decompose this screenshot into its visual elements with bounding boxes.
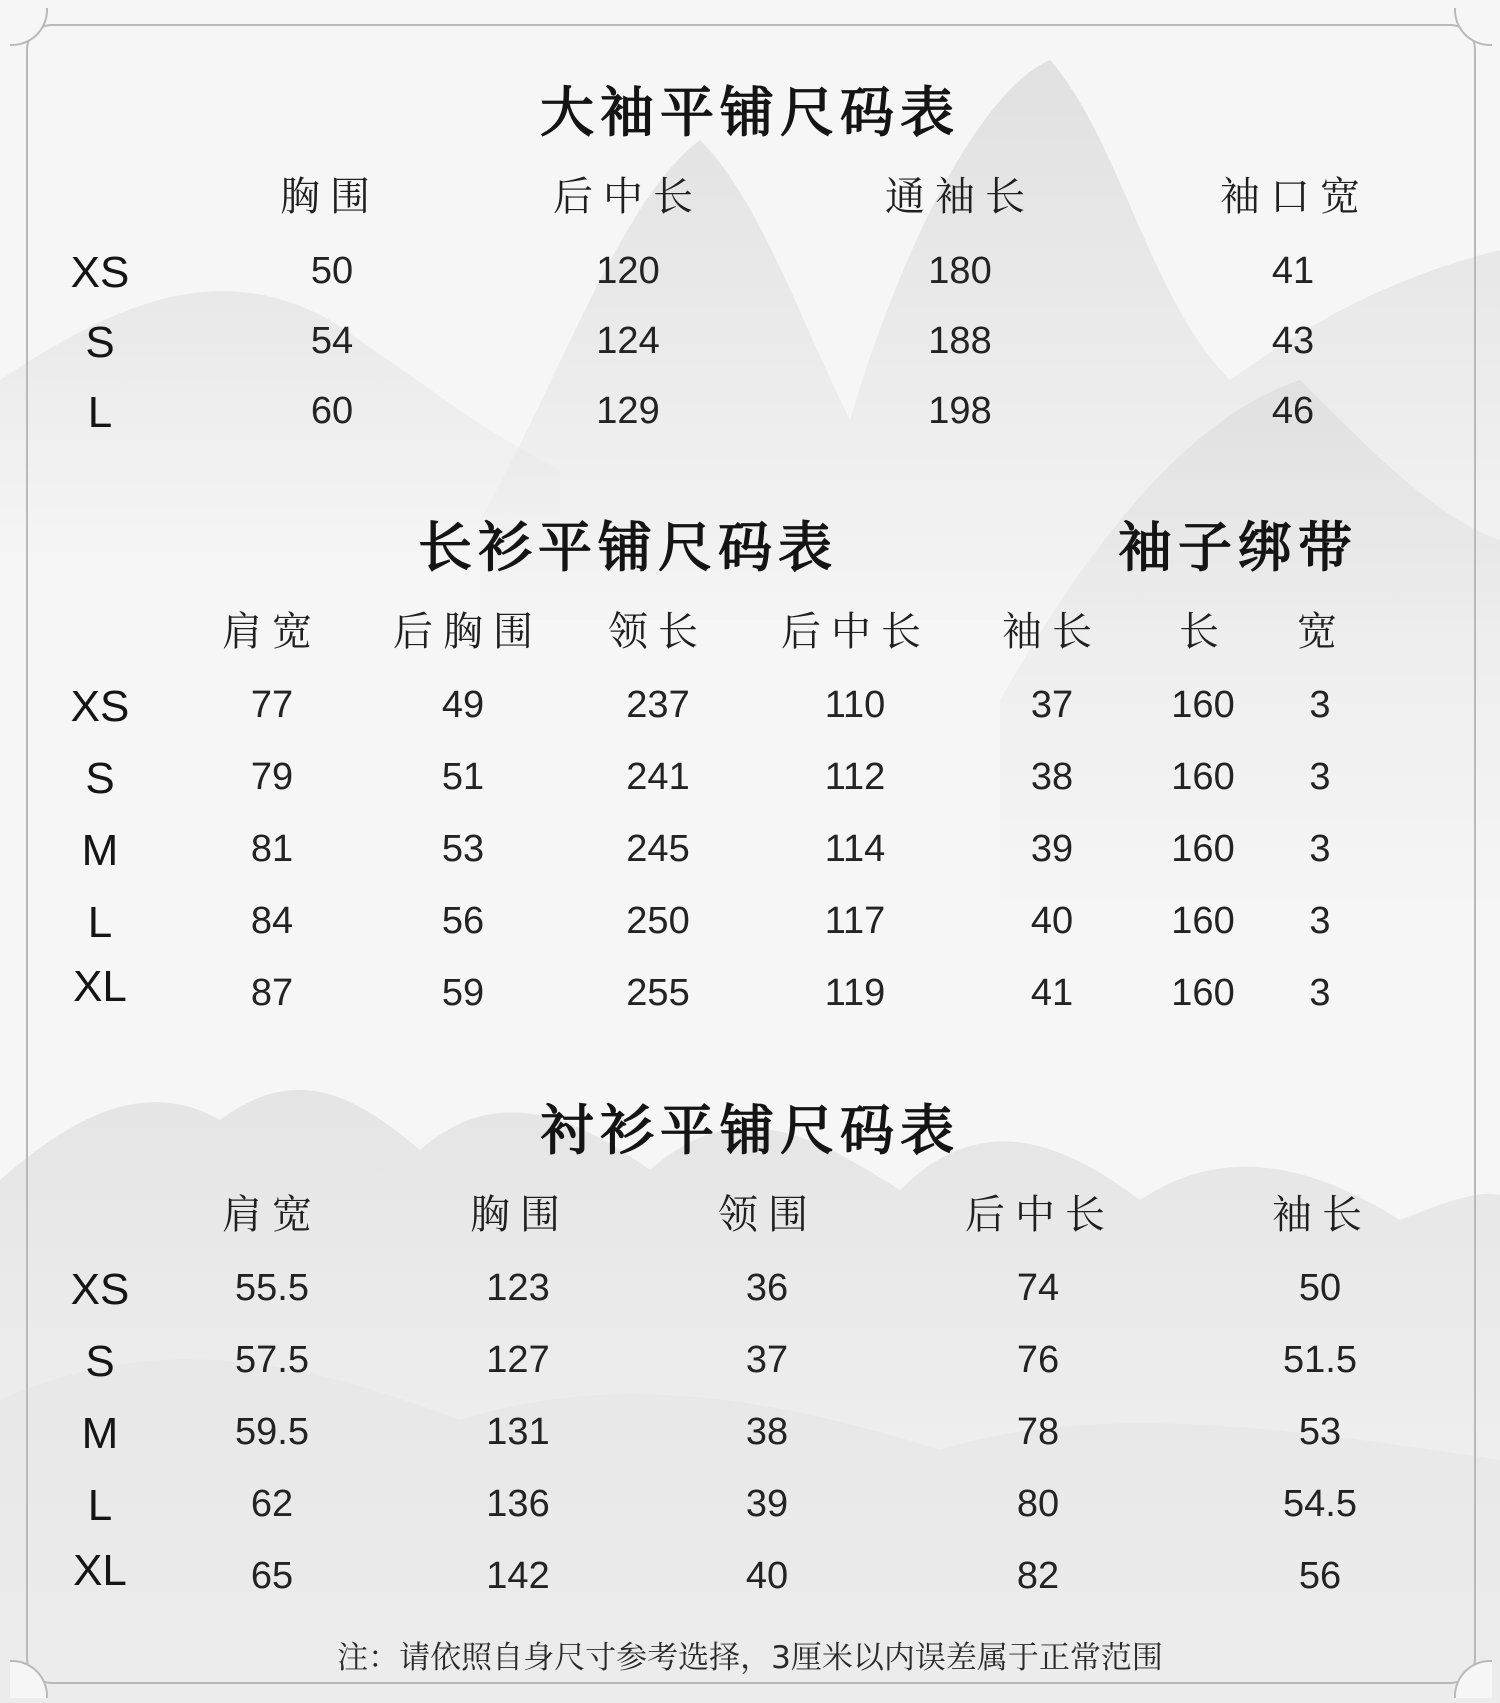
cell-value: 123	[486, 1267, 550, 1309]
cell-value: 36	[745, 1267, 789, 1309]
cell-value: 81	[250, 828, 294, 870]
cell-value: 50	[310, 250, 354, 292]
size-label: M	[81, 826, 119, 875]
cell-value: 3	[1309, 828, 1331, 870]
cell-value: 3	[1309, 900, 1331, 942]
size-label: XL	[73, 1546, 127, 1595]
cell-value: 241	[626, 756, 690, 798]
cell-value: 160	[1171, 828, 1235, 870]
table-title: 大袖平铺尺码表	[540, 80, 960, 144]
cell-value: 37	[1030, 684, 1074, 726]
cell-value: 124	[596, 320, 660, 362]
size-label: M	[81, 1409, 119, 1458]
cell-value: 40	[1030, 900, 1074, 942]
size-label: S	[85, 1337, 115, 1386]
cell-value: 237	[626, 684, 690, 726]
cell-value: 117	[824, 900, 886, 942]
cell-value: 74	[1016, 1267, 1060, 1309]
column-header: 长	[1179, 609, 1229, 655]
cell-value: 87	[250, 972, 294, 1014]
cell-value: 198	[928, 390, 992, 432]
cell-value: 3	[1309, 972, 1331, 1014]
cell-value: 39	[1030, 828, 1074, 870]
cell-value: 54	[310, 320, 354, 362]
footnote: 注：请依照自身尺寸参考选择，3厘米以内误差属于正常范围	[337, 1640, 1163, 1676]
cell-value: 41	[1030, 972, 1074, 1014]
size-label: XS	[70, 1265, 130, 1314]
cell-value: 60	[310, 390, 354, 432]
cell-value: 84	[250, 900, 294, 942]
column-header: 肩宽	[222, 609, 322, 655]
size-label: XS	[70, 682, 130, 731]
column-header: 通袖长	[885, 174, 1035, 220]
column-header: 领长	[608, 609, 708, 655]
cell-value: 180	[928, 250, 992, 292]
cell-value: 56	[441, 900, 485, 942]
cell-value: 43	[1271, 320, 1315, 362]
cell-value: 53	[441, 828, 485, 870]
cell-value: 112	[824, 756, 886, 798]
cell-value: 160	[1171, 972, 1235, 1014]
column-header: 后中长	[781, 609, 931, 655]
cell-value: 250	[626, 900, 690, 942]
cell-value: 160	[1171, 900, 1235, 942]
size-label: L	[87, 388, 113, 437]
cell-value: 40	[745, 1555, 789, 1597]
cell-value: 54.5	[1283, 1483, 1357, 1525]
cell-value: 82	[1016, 1555, 1060, 1597]
cell-value: 46	[1271, 390, 1315, 432]
cell-value: 142	[486, 1555, 550, 1597]
cell-value: 245	[626, 828, 690, 870]
cell-value: 255	[626, 972, 690, 1014]
size-label: S	[85, 318, 115, 367]
cell-value: 76	[1016, 1339, 1060, 1381]
size-label: XL	[73, 962, 127, 1011]
column-header: 胸围	[280, 174, 380, 220]
cell-value: 79	[250, 756, 294, 798]
cell-value: 59	[441, 972, 485, 1014]
cell-value: 127	[486, 1339, 550, 1381]
table-title: 长衫平铺尺码表	[418, 515, 838, 579]
column-header: 后胸围	[393, 609, 543, 655]
cell-value: 38	[1030, 756, 1074, 798]
cell-value: 3	[1309, 684, 1331, 726]
column-header: 袖长	[1272, 1192, 1372, 1238]
cell-value: 62	[250, 1483, 294, 1525]
size-label: S	[85, 754, 115, 803]
size-label: L	[87, 1481, 113, 1530]
cell-value: 65	[250, 1555, 294, 1597]
cell-value: 37	[745, 1339, 789, 1381]
cell-value: 39	[745, 1483, 789, 1525]
cell-value: 110	[824, 684, 886, 726]
cell-value: 56	[1298, 1555, 1342, 1597]
cell-value: 114	[824, 828, 886, 870]
cell-value: 131	[486, 1411, 550, 1453]
size-label: L	[87, 898, 113, 947]
cell-value: 160	[1171, 684, 1235, 726]
cell-value: 51.5	[1283, 1339, 1357, 1381]
column-header: 领围	[718, 1192, 818, 1238]
cell-value: 119	[824, 972, 886, 1014]
cell-value: 55.5	[235, 1267, 309, 1309]
cell-value: 59.5	[235, 1411, 309, 1453]
table-title: 衬衫平铺尺码表	[540, 1098, 960, 1162]
column-header: 后中长	[965, 1192, 1115, 1238]
cell-value: 129	[596, 390, 660, 432]
column-header: 袖口宽	[1220, 174, 1370, 220]
cell-value: 41	[1271, 250, 1315, 292]
cell-value: 50	[1298, 1267, 1342, 1309]
cell-value: 77	[250, 684, 294, 726]
table-side-title: 袖子绑带	[1118, 515, 1358, 579]
cell-value: 160	[1171, 756, 1235, 798]
cell-value: 80	[1016, 1483, 1060, 1525]
cell-value: 49	[441, 684, 485, 726]
cell-value: 136	[486, 1483, 550, 1525]
cell-value: 38	[745, 1411, 789, 1453]
cell-value: 51	[441, 756, 485, 798]
column-header: 肩宽	[222, 1192, 322, 1238]
cell-value: 3	[1309, 756, 1331, 798]
column-header: 宽	[1297, 609, 1347, 655]
size-label: XS	[70, 248, 130, 297]
cell-value: 120	[596, 250, 660, 292]
cell-value: 188	[928, 320, 992, 362]
cell-value: 53	[1298, 1411, 1342, 1453]
cell-value: 78	[1016, 1411, 1060, 1453]
column-header: 后中长	[553, 174, 703, 220]
column-header: 袖长	[1002, 609, 1102, 655]
column-header: 胸围	[470, 1192, 570, 1238]
cell-value: 57.5	[235, 1339, 309, 1381]
